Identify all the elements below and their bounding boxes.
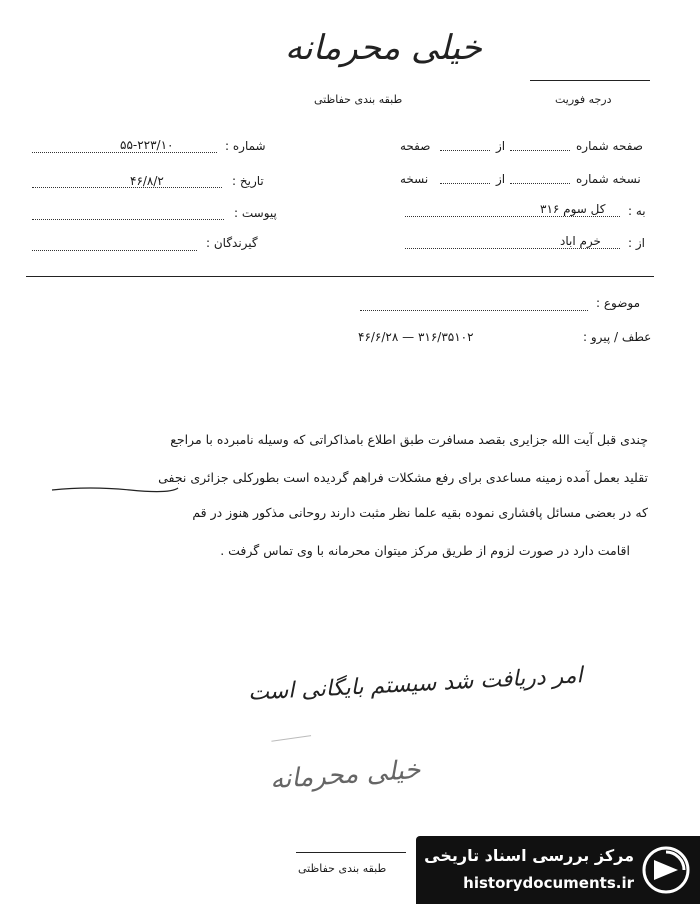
body-line-4: اقامت دارد در صورت لزوم از طریق مرکز میتوان محرمانه با وی تماس گرفت . — [220, 543, 630, 558]
page-of-label: از — [496, 139, 506, 153]
classification-label-bottom: طبقه بندی حفاظتی — [298, 862, 387, 875]
watermark — [416, 836, 700, 904]
classification-stamp-bottom: خیلی محرمانه — [269, 754, 422, 796]
date-label: تاریخ : — [232, 174, 264, 188]
attachment-dots — [32, 209, 224, 220]
classification-label-top: طبقه بندی حفاظتی — [314, 93, 403, 106]
underline-mark — [50, 484, 180, 494]
page-total-dots — [440, 140, 490, 151]
handwritten-note: امر دریافت شد سیستم بایگانی است — [247, 663, 584, 706]
recipients-label: گیرندگان : — [206, 236, 258, 250]
reference-label: عطف / پیرو : — [583, 330, 652, 344]
copy-number-dots — [510, 173, 570, 184]
subject-label: موضوع : — [596, 296, 641, 310]
priority-label: درجه فوریت — [555, 93, 612, 106]
attachment-label: پیوست : — [234, 206, 277, 220]
reference-value: ۳۱۶/۳۵۱۰۲ — ۴۶/۶/۲۸ — [358, 330, 474, 344]
to-value: کل سوم ۳۱۶ — [540, 202, 606, 216]
from-value: خرم اباد — [560, 234, 601, 248]
watermark-url: historydocuments.ir — [463, 874, 634, 892]
copy-of-label: از — [496, 172, 506, 186]
body-line-2: تقلید بعمل آمده زمینه مساعدی برای رفع مشکلات فراهم گردیده است بطورکلی جزائری نجفی — [158, 470, 648, 485]
faint-signature-mark — [269, 717, 311, 741]
page-number-label: صفحه شماره — [576, 139, 643, 153]
body-line-1: چندی قبل آیت الله جزایری بقصد مسافرت طبق اطلاع بامذاکراتی که وسیله نامبرده با مراجع — [170, 432, 648, 447]
copy-number-label: نسخه شماره — [576, 172, 641, 186]
date-value: ۴۶/۸/۲ — [130, 174, 164, 188]
recipients-dots — [32, 240, 197, 251]
classification-stamp-top: خیلی محرمانه — [285, 28, 482, 68]
header-separator — [26, 276, 654, 277]
subject-dots — [360, 300, 588, 311]
number-value: ۵۵-۲۲۳/۱۰ — [120, 138, 174, 152]
watermark-title: مرکز بررسی اسناد تاریخی — [424, 846, 634, 865]
page-number-dots — [510, 140, 570, 151]
footer-line — [296, 852, 406, 853]
number-label: شماره : — [225, 139, 266, 153]
to-label: به : — [628, 204, 646, 218]
copy-total-dots — [440, 173, 490, 184]
priority-line — [530, 80, 650, 81]
archive-logo-icon — [642, 844, 690, 896]
page-unit-label: صفحه — [400, 139, 431, 153]
from-label: از : — [628, 236, 645, 250]
copy-unit-label: نسخه — [400, 172, 429, 186]
date-dots — [32, 177, 222, 188]
body-line-3: که در بعضی مسائل پافشاری نموده بقیه علما نظر مثبت دارند روحانی مذکور هنوز در قم — [192, 505, 648, 520]
